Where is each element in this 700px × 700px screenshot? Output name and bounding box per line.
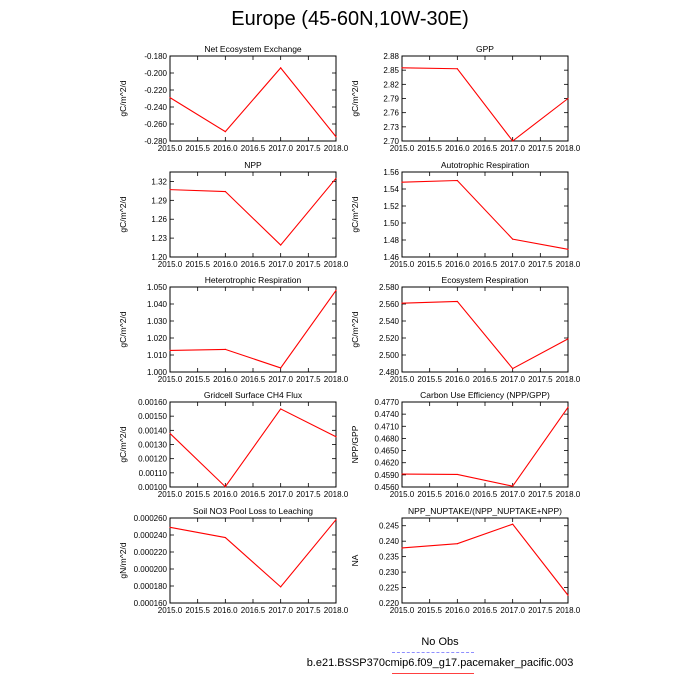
y-tick-label: 0.000220 bbox=[133, 548, 167, 557]
data-point bbox=[169, 350, 170, 351]
y-axis-label: gC/m^2/d bbox=[118, 80, 128, 117]
x-tick-label: 2016.5 bbox=[472, 375, 498, 384]
series-line bbox=[402, 68, 568, 141]
x-tick-label: 2015.0 bbox=[157, 490, 183, 499]
y-axis-label: NA bbox=[350, 554, 360, 567]
x-tick-label: 2016.5 bbox=[240, 606, 266, 615]
x-tick-label: 2017.5 bbox=[296, 375, 321, 384]
data-point bbox=[567, 595, 568, 596]
y-axis-label: NPP/GPP bbox=[350, 425, 360, 464]
data-point bbox=[280, 244, 281, 245]
y-tick-label: 1.000 bbox=[146, 368, 167, 377]
x-tick-label: 2017.0 bbox=[268, 606, 293, 615]
y-tick-label: 0.000180 bbox=[133, 582, 167, 591]
y-tick-label: 0.00110 bbox=[138, 468, 167, 478]
y-tick-label: 0.240 bbox=[378, 537, 399, 547]
x-tick-label: 2016.5 bbox=[240, 490, 266, 499]
y-axis-label: gC/m^2/d bbox=[118, 311, 128, 348]
series-line bbox=[170, 178, 336, 245]
panel-title: Carbon Use Efficiency (NPP/GPP) bbox=[420, 390, 550, 400]
y-tick-label: 0.00100 bbox=[138, 483, 167, 492]
y-tick-label: 2.73 bbox=[383, 122, 399, 132]
x-tick-label: 2015.0 bbox=[157, 375, 183, 384]
plot-frame bbox=[402, 518, 568, 603]
data-point bbox=[335, 290, 336, 291]
data-point bbox=[401, 473, 402, 474]
y-tick-label: -0.180 bbox=[144, 52, 167, 61]
legend-line-obs bbox=[392, 652, 474, 653]
x-tick-label: 2015.5 bbox=[185, 144, 210, 153]
x-tick-label: 2015.0 bbox=[389, 260, 415, 269]
data-point bbox=[401, 67, 402, 68]
x-tick-label: 2015.5 bbox=[185, 606, 210, 615]
x-tick-label: 2016.5 bbox=[472, 490, 498, 499]
y-tick-label: 0.00150 bbox=[138, 412, 167, 422]
panel-title: Ecosystem Respiration bbox=[441, 275, 529, 285]
data-point bbox=[335, 178, 336, 179]
y-tick-label: 0.4650 bbox=[374, 446, 399, 456]
plot-frame bbox=[170, 402, 336, 487]
panel-title: Gridcell Surface CH4 Flux bbox=[203, 390, 303, 400]
data-point bbox=[567, 407, 568, 408]
y-axis-label: gC/m^2/d bbox=[118, 426, 128, 463]
series-line bbox=[402, 407, 568, 486]
panel-title: GPP bbox=[476, 44, 494, 54]
x-tick-label: 2017.0 bbox=[500, 375, 525, 384]
x-tick-label: 2018.0 bbox=[323, 260, 349, 269]
y-tick-label: 1.020 bbox=[146, 334, 167, 343]
y-tick-label: 1.23 bbox=[151, 234, 167, 244]
x-tick-label: 2017.5 bbox=[528, 375, 553, 384]
y-tick-label: 2.85 bbox=[383, 66, 399, 76]
data-point bbox=[335, 136, 336, 137]
data-point bbox=[512, 524, 513, 525]
data-point bbox=[335, 436, 336, 437]
data-point bbox=[225, 537, 226, 538]
x-tick-label: 2016.5 bbox=[240, 144, 266, 153]
y-tick-label: 1.52 bbox=[383, 202, 399, 211]
y-tick-label: -0.200 bbox=[144, 69, 167, 78]
y-tick-label: -0.260 bbox=[144, 120, 167, 129]
y-tick-label: 1.26 bbox=[151, 215, 167, 225]
data-point bbox=[280, 408, 281, 409]
y-tick-label: 0.4710 bbox=[374, 422, 399, 432]
x-tick-label: 2016.5 bbox=[472, 606, 498, 615]
y-tick-label: 0.4680 bbox=[374, 434, 399, 444]
panel-title: Net Ecosystem Exchange bbox=[204, 44, 302, 54]
x-tick-label: 2017.0 bbox=[268, 144, 293, 153]
x-tick-label: 2016.0 bbox=[213, 606, 238, 615]
y-tick-label: 0.245 bbox=[378, 521, 399, 531]
y-tick-label: 1.46 bbox=[383, 253, 399, 262]
y-tick-label: 2.79 bbox=[383, 94, 399, 104]
x-tick-label: 2015.0 bbox=[389, 490, 415, 499]
data-point bbox=[567, 98, 568, 99]
y-tick-label: 0.000160 bbox=[133, 599, 167, 608]
x-tick-label: 2015.0 bbox=[157, 144, 183, 153]
panel-5 bbox=[118, 275, 349, 384]
data-point bbox=[457, 180, 458, 181]
panel-6 bbox=[350, 275, 581, 384]
series-line bbox=[402, 524, 568, 595]
x-tick-label: 2017.5 bbox=[528, 144, 553, 153]
x-tick-label: 2016.0 bbox=[445, 375, 470, 384]
data-point bbox=[225, 349, 226, 350]
y-tick-label: 0.4560 bbox=[374, 483, 399, 492]
panel-1 bbox=[118, 44, 349, 153]
x-tick-label: 2017.5 bbox=[528, 606, 553, 615]
y-tick-label: -0.220 bbox=[144, 86, 167, 95]
y-axis-label: gC/m^2/d bbox=[118, 196, 128, 233]
data-point bbox=[512, 140, 513, 141]
y-tick-label: 0.220 bbox=[378, 599, 399, 608]
data-point bbox=[225, 191, 226, 192]
y-tick-label: 2.500 bbox=[378, 351, 399, 360]
y-tick-label: 0.00160 bbox=[138, 398, 167, 407]
y-axis-label: gN/m^2/d bbox=[118, 542, 128, 579]
panel-3 bbox=[118, 160, 349, 269]
data-point bbox=[457, 543, 458, 544]
data-point bbox=[401, 547, 402, 548]
data-point bbox=[335, 519, 336, 520]
y-tick-label: 0.235 bbox=[378, 552, 399, 562]
x-tick-label: 2016.5 bbox=[472, 144, 498, 153]
y-tick-label: 0.00140 bbox=[138, 426, 167, 436]
x-tick-label: 2017.5 bbox=[528, 260, 553, 269]
x-tick-label: 2017.5 bbox=[296, 144, 321, 153]
data-point bbox=[457, 68, 458, 69]
panel-title: NPP_NUPTAKE/(NPP_NUPTAKE+NPP) bbox=[408, 506, 562, 516]
y-tick-label: 2.580 bbox=[378, 283, 399, 292]
x-tick-label: 2017.0 bbox=[500, 606, 525, 615]
x-tick-label: 2015.5 bbox=[185, 375, 210, 384]
x-tick-label: 2017.5 bbox=[296, 260, 321, 269]
y-tick-label: 0.4770 bbox=[374, 398, 399, 407]
data-point bbox=[280, 586, 281, 587]
y-tick-label: 2.88 bbox=[383, 52, 399, 61]
y-tick-label: 1.29 bbox=[151, 196, 167, 206]
y-tick-label: -0.240 bbox=[144, 103, 167, 112]
x-tick-label: 2016.0 bbox=[213, 144, 238, 153]
data-point bbox=[169, 97, 170, 98]
x-tick-label: 2018.0 bbox=[555, 144, 581, 153]
data-point bbox=[401, 182, 402, 183]
y-tick-label: 1.030 bbox=[146, 317, 167, 326]
x-tick-label: 2015.5 bbox=[417, 606, 442, 615]
y-tick-label: 1.56 bbox=[383, 168, 399, 177]
x-tick-label: 2017.0 bbox=[500, 490, 525, 499]
x-tick-label: 2015.0 bbox=[157, 260, 183, 269]
x-tick-label: 2016.0 bbox=[213, 375, 238, 384]
panel-9 bbox=[118, 506, 349, 615]
x-tick-label: 2017.0 bbox=[268, 490, 293, 499]
x-tick-label: 2015.5 bbox=[185, 490, 210, 499]
y-tick-label: 1.20 bbox=[151, 253, 167, 262]
x-tick-label: 2015.5 bbox=[417, 144, 442, 153]
x-tick-label: 2016.0 bbox=[445, 260, 470, 269]
x-tick-label: 2015.0 bbox=[389, 144, 415, 153]
y-tick-label: 0.225 bbox=[378, 583, 399, 593]
data-point bbox=[280, 367, 281, 368]
x-tick-label: 2016.0 bbox=[445, 606, 470, 615]
x-tick-label: 2015.5 bbox=[417, 490, 442, 499]
legend-line-model bbox=[392, 673, 474, 674]
y-tick-label: 1.050 bbox=[146, 283, 167, 292]
series-line bbox=[170, 290, 336, 368]
x-tick-label: 2016.5 bbox=[240, 375, 266, 384]
panel-title: NPP bbox=[244, 160, 262, 170]
data-point bbox=[567, 338, 568, 339]
x-tick-label: 2015.5 bbox=[185, 260, 210, 269]
x-tick-label: 2018.0 bbox=[555, 375, 581, 384]
y-tick-label: 1.48 bbox=[383, 236, 399, 245]
panel-10 bbox=[350, 506, 581, 615]
x-tick-label: 2018.0 bbox=[323, 144, 349, 153]
series-line bbox=[402, 301, 568, 368]
data-point bbox=[169, 433, 170, 434]
data-point bbox=[280, 67, 281, 68]
plot-frame bbox=[402, 287, 568, 372]
legend-label-obs: No Obs bbox=[421, 636, 459, 648]
y-tick-label: 0.00120 bbox=[138, 454, 167, 464]
data-point bbox=[567, 249, 568, 250]
panel-title: Soil NO3 Pool Loss to Leaching bbox=[192, 506, 314, 516]
data-point bbox=[512, 486, 513, 487]
x-tick-label: 2015.0 bbox=[157, 606, 183, 615]
y-tick-label: 1.32 bbox=[151, 177, 167, 187]
x-tick-label: 2016.5 bbox=[240, 260, 266, 269]
series-line bbox=[170, 520, 336, 587]
figure-title: Europe (45-60N,10W-30E) bbox=[231, 8, 469, 30]
y-axis-label: gC/m^2/d bbox=[350, 196, 360, 233]
x-tick-label: 2018.0 bbox=[323, 375, 349, 384]
legend-label-model: b.e21.BSSP370cmip6.f09_g17.pacemaker_pacific.003 bbox=[306, 657, 574, 669]
panel-title: Autotrophic Respiration bbox=[440, 160, 530, 170]
x-tick-label: 2017.5 bbox=[296, 490, 321, 499]
data-point bbox=[225, 131, 226, 132]
panel-2 bbox=[350, 44, 581, 153]
x-tick-label: 2018.0 bbox=[323, 606, 349, 615]
x-tick-label: 2018.0 bbox=[555, 260, 581, 269]
y-tick-label: 2.560 bbox=[378, 300, 399, 309]
y-tick-label: 0.000200 bbox=[133, 565, 167, 574]
x-tick-label: 2015.5 bbox=[417, 260, 442, 269]
panel-8 bbox=[350, 390, 581, 499]
y-tick-label: -0.280 bbox=[144, 137, 167, 146]
x-tick-label: 2016.0 bbox=[445, 490, 470, 499]
y-tick-label: 2.480 bbox=[378, 368, 399, 377]
data-point bbox=[169, 527, 170, 528]
series-line bbox=[402, 181, 568, 250]
panel-7 bbox=[118, 390, 349, 499]
y-tick-label: 2.70 bbox=[383, 137, 399, 146]
x-tick-label: 2015.0 bbox=[389, 606, 415, 615]
plot-frame bbox=[170, 518, 336, 603]
y-axis-label: gC/m^2/d bbox=[350, 80, 360, 117]
y-tick-label: 0.000240 bbox=[133, 531, 167, 540]
plot-frame bbox=[170, 287, 336, 372]
panel-title: Heterotrophic Respiration bbox=[204, 275, 302, 285]
y-tick-label: 2.520 bbox=[378, 334, 399, 343]
x-tick-label: 2017.0 bbox=[500, 260, 525, 269]
series-line bbox=[170, 68, 336, 137]
y-tick-label: 1.54 bbox=[383, 185, 399, 194]
y-tick-label: 2.82 bbox=[383, 80, 399, 90]
plot-frame bbox=[170, 56, 336, 141]
y-tick-label: 0.230 bbox=[378, 568, 399, 578]
data-point bbox=[457, 301, 458, 302]
x-tick-label: 2017.5 bbox=[296, 606, 321, 615]
data-point bbox=[512, 239, 513, 240]
x-tick-label: 2016.5 bbox=[472, 260, 498, 269]
x-tick-label: 2017.5 bbox=[528, 490, 553, 499]
series-line bbox=[170, 409, 336, 487]
plot-frame bbox=[170, 172, 336, 257]
data-point bbox=[401, 303, 402, 304]
x-tick-label: 2018.0 bbox=[555, 490, 581, 499]
panel-4 bbox=[350, 160, 581, 269]
x-tick-label: 2017.0 bbox=[268, 260, 293, 269]
x-tick-label: 2016.0 bbox=[213, 260, 238, 269]
x-tick-label: 2017.0 bbox=[268, 375, 293, 384]
data-point bbox=[169, 189, 170, 190]
y-tick-label: 0.00130 bbox=[138, 440, 167, 450]
y-tick-label: 1.010 bbox=[146, 351, 167, 360]
x-tick-label: 2016.0 bbox=[445, 144, 470, 153]
y-tick-label: 0.4620 bbox=[374, 458, 399, 468]
y-tick-label: 1.040 bbox=[146, 300, 167, 309]
y-tick-label: 2.540 bbox=[378, 317, 399, 326]
data-point bbox=[457, 474, 458, 475]
y-axis-label: gC/m^2/d bbox=[350, 311, 360, 348]
x-tick-label: 2015.5 bbox=[417, 375, 442, 384]
y-tick-label: 0.4740 bbox=[374, 410, 399, 420]
y-tick-label: 0.000260 bbox=[133, 514, 167, 523]
x-tick-label: 2017.0 bbox=[500, 144, 525, 153]
y-tick-label: 1.50 bbox=[383, 219, 399, 228]
y-tick-label: 2.76 bbox=[383, 108, 399, 118]
y-tick-label: 0.4590 bbox=[374, 470, 399, 480]
x-tick-label: 2016.0 bbox=[213, 490, 238, 499]
data-point bbox=[225, 486, 226, 487]
x-tick-label: 2015.0 bbox=[389, 375, 415, 384]
data-point bbox=[512, 368, 513, 369]
x-tick-label: 2018.0 bbox=[323, 490, 349, 499]
x-tick-label: 2018.0 bbox=[555, 606, 581, 615]
